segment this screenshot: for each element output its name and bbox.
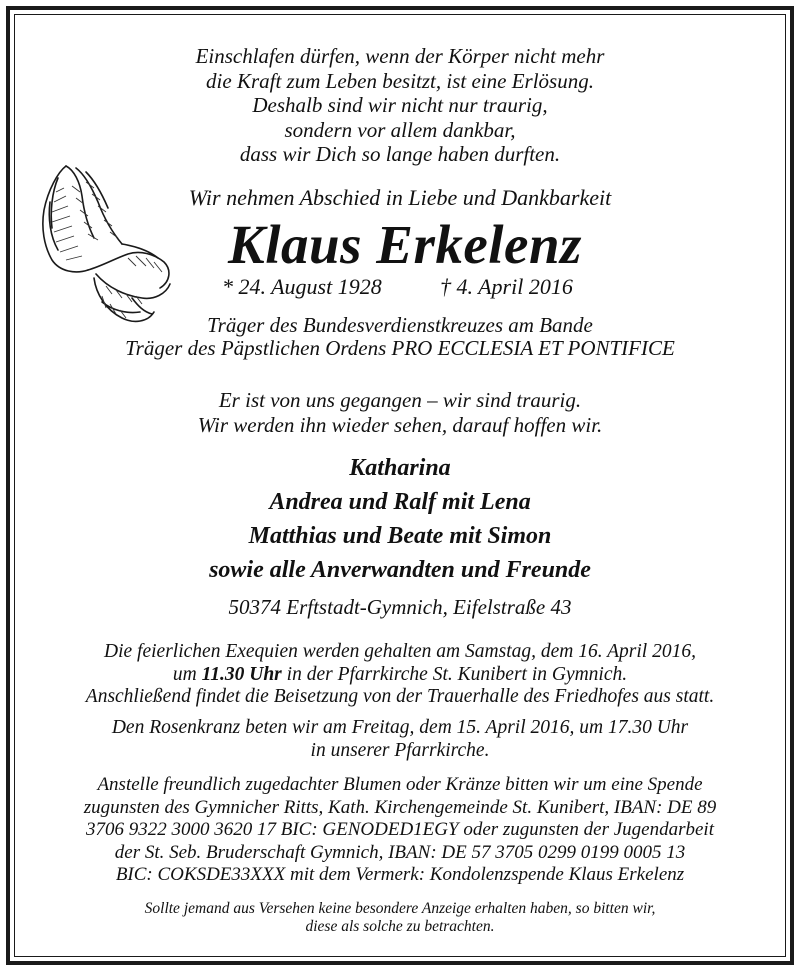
donation-line: zugunsten des Gymnicher Ritts, Kath. Kirchengemeinde St. Kunibert, IBAN: DE 89 <box>83 796 717 818</box>
death-date: † 4. April 2016 <box>440 274 573 299</box>
family-address: 50374 Erftstadt-Gymnich, Eifelstraße 43 <box>228 595 572 619</box>
poem-line: Einschlafen dürfen, wenn der Körper nicht mehr <box>195 44 605 68</box>
family-member: Katharina <box>349 455 451 481</box>
poem-line: die Kraft zum Leben besitzt, ist eine Erlösung. <box>206 68 594 93</box>
honors <box>0 314 800 360</box>
exequies-line: Die feierlichen Exequien werden gehalten am Samstag, dem 16. April 2016, <box>104 641 696 662</box>
exequies-prefix: um <box>172 663 202 685</box>
exequies-line <box>0 664 800 687</box>
notice <box>0 900 800 936</box>
family-member: sowie alle Anverwandten und Freunde <box>209 557 591 583</box>
honor-line: Träger des Bundesverdienstkreuzes am Bande <box>207 313 593 337</box>
quote-line: Er ist von uns gegangen – wir sind traurig. <box>218 388 582 412</box>
donation-line: 3706 9322 3000 3620 17 BIC: GENODED1EGY oder zugunsten der Jugendarbeit <box>85 819 714 841</box>
rosary-info <box>0 717 800 762</box>
poem-line: sondern vor allem dankbar, <box>284 117 516 142</box>
donation-line: BIC: COKSDE33XXX mit dem Vermerk: Kondolenzspende Klaus Erkelenz <box>115 864 685 886</box>
quote-line: Wir werden ihn wieder sehen, darauf hoffen wir. <box>197 412 603 437</box>
donation-info <box>0 774 800 887</box>
exequies-line: Anschließend findet die Beisetzung von der Trauerhalle des Friedhofes aus statt. <box>85 686 715 707</box>
family-member: Matthias und Beate mit Simon <box>248 523 552 549</box>
honor-line: Träger des Päpstlichen Ordens PRO ECCLESIA ET PONTIFICE <box>125 336 675 360</box>
family-member: Andrea und Ralf mit Lena <box>269 489 531 515</box>
rosary-line: in unserer Pfarrkirche. <box>310 739 490 761</box>
donation-line: Anstelle freundlich zugedachter Blumen oder Kränze bitten wir um eine Spende <box>97 774 703 795</box>
notice-line: Sollte jemand aus Versehen keine besondere Anzeige erhalten haben, so bitten wir, <box>144 900 656 917</box>
exequies-time: 11.30 Uhr <box>201 663 282 685</box>
family-list <box>0 451 800 587</box>
deceased-name: Klaus Erkelenz <box>228 214 582 275</box>
poem <box>0 44 800 167</box>
exequies-location: in der Pfarrkirche St. Kunibert in Gymnich. <box>281 663 628 685</box>
exequies-info <box>0 641 800 709</box>
rosary-line: Den Rosenkranz beten wir am Freitag, dem 15. April 2016, um 17.30 Uhr <box>111 717 689 738</box>
farewell-heading: Wir nehmen Abschied in Liebe und Dankbarkeit <box>188 185 612 210</box>
notice-line: diese als solche zu betrachten. <box>305 918 495 935</box>
birth-date: * 24. August 1928 <box>222 274 382 299</box>
donation-line: der St. Seb. Bruderschaft Gymnich, IBAN: DE 57 3705 0299 0199 0005 13 <box>114 841 686 863</box>
poem-line: dass wir Dich so lange haben durften. <box>239 142 561 166</box>
poem-line: Deshalb sind wir nicht nur traurig, <box>252 93 548 117</box>
quote <box>0 388 800 437</box>
